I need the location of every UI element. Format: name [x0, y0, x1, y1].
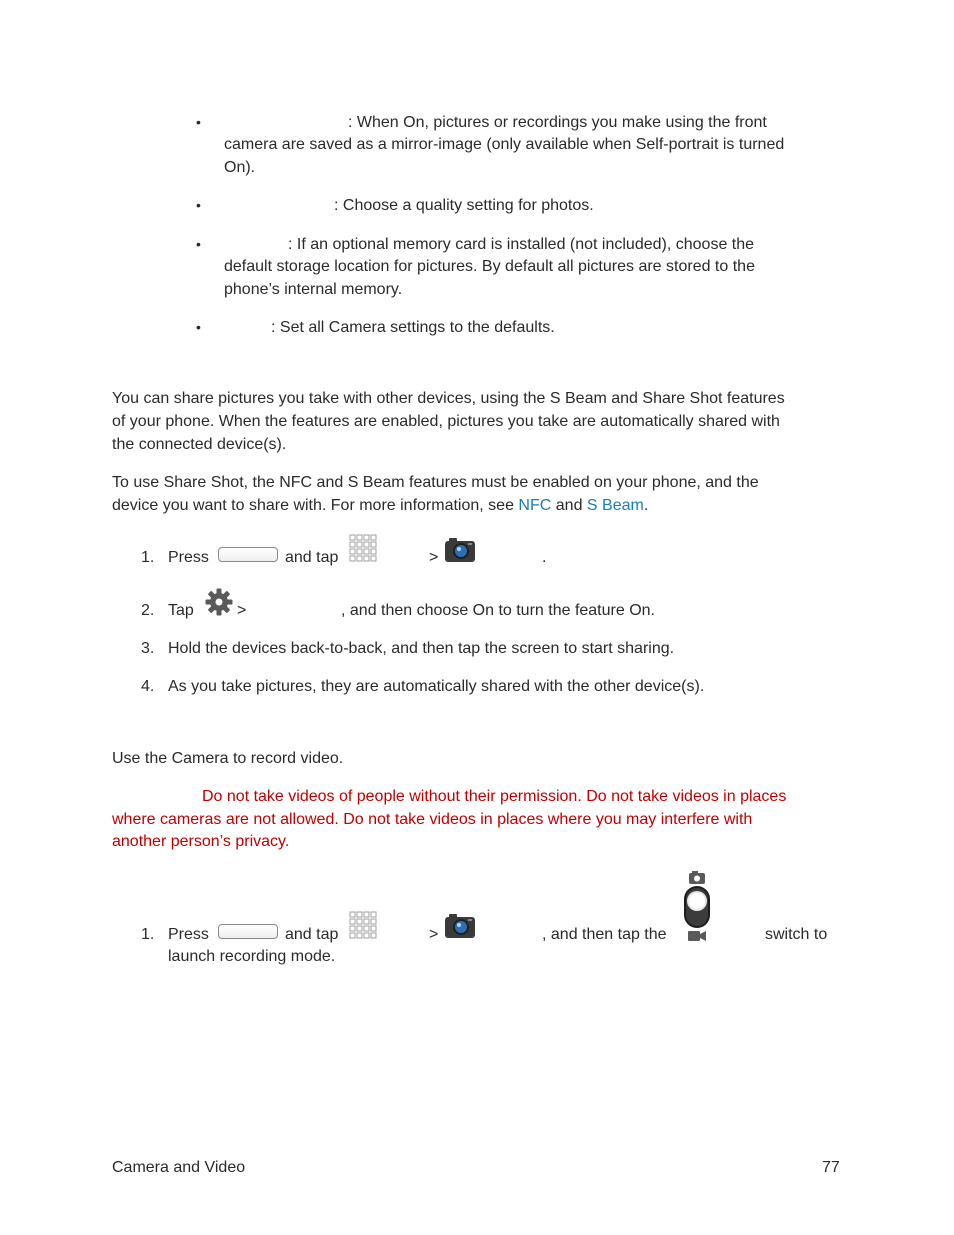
paragraph-text: device you want to share with. For more information, see: [112, 497, 514, 514]
bullet-text: default storage location for pictures. By default all pictures are stored to the: [224, 258, 755, 275]
paragraph-line: You can share pictures you take with other devices, using the S Beam and Share Shot features: [112, 390, 785, 407]
home-key-icon: [218, 547, 278, 562]
step-text: launch recording mode.: [168, 948, 336, 965]
step-number: 4.: [141, 678, 155, 695]
step-text: >: [237, 602, 247, 619]
nfc-link[interactable]: NFC: [518, 497, 552, 514]
s-beam-link[interactable]: S Beam: [586, 497, 644, 514]
step-text: and tap: [285, 926, 339, 943]
bullet-marker: •: [196, 114, 201, 130]
step-number: 1.: [141, 549, 155, 566]
warning-text: Do not take videos of people without their permission. Do not take videos in places: [202, 788, 787, 805]
gear-icon: [204, 587, 234, 617]
step-text: >: [429, 549, 439, 566]
bullet-text: camera are saved as a mirror-image (only available when Self-portrait is turned: [224, 136, 785, 153]
bullet-text: : If an optional memory card is installed (not included), choose the: [288, 236, 755, 253]
step-text: , and then choose On to turn the feature On.: [341, 602, 655, 619]
paragraph-text: .: [643, 497, 649, 514]
bullet-text: : Set all Camera settings to the defaults.: [271, 319, 555, 336]
step-number: 2.: [141, 602, 155, 619]
paragraph-line: To use Share Shot, the NFC and S Beam features must be enabled on your phone, and the: [112, 474, 759, 491]
step-text: and tap: [285, 549, 339, 566]
bullet-text: On).: [224, 159, 256, 176]
paragraph-line: the connected device(s).: [112, 436, 287, 453]
home-key-icon: [218, 924, 278, 939]
step-number: 3.: [141, 640, 155, 657]
warning-text: where cameras are not allowed. Do not take videos in places where you may interfere with: [112, 811, 753, 828]
step-text: Hold the devices back-to-back, and then tap the screen to start sharing.: [168, 640, 675, 657]
bullet-text: phone’s internal memory.: [224, 281, 403, 298]
bullet-text: : Choose a quality setting for photos.: [334, 197, 594, 214]
bullet-text: : When On, pictures or recordings you make using the front: [348, 114, 767, 131]
step-text: Press: [168, 549, 209, 566]
bullet-marker: •: [196, 319, 201, 335]
apps-grid-icon: [349, 534, 377, 564]
camera-icon: [444, 913, 476, 939]
step-text: Press: [168, 926, 209, 943]
bullet-marker: •: [196, 197, 201, 213]
step-number: 1.: [141, 926, 155, 943]
paragraph-line: of your phone. When the features are enabled, pictures you take are automatically shared with: [112, 413, 780, 430]
paragraph-line: Use the Camera to record video.: [112, 750, 344, 767]
step-text: As you take pictures, they are automatically shared with the other device(s).: [168, 678, 705, 695]
page-number: 77: [822, 1159, 840, 1176]
camera-video-switch-icon: [682, 871, 712, 943]
apps-grid-icon: [349, 911, 377, 941]
step-text: >: [429, 926, 439, 943]
warning-text: another person’s privacy.: [112, 833, 290, 850]
paragraph-line: [112, 494, 648, 517]
step-text: switch to: [765, 926, 828, 943]
step-text: , and then tap the: [542, 926, 667, 943]
footer-section-title: Camera and Video: [112, 1159, 246, 1176]
step-text: .: [542, 549, 547, 566]
step-text: Tap: [168, 602, 194, 619]
paragraph-text: and: [555, 497, 583, 514]
camera-icon: [444, 537, 476, 563]
bullet-marker: •: [196, 236, 201, 252]
